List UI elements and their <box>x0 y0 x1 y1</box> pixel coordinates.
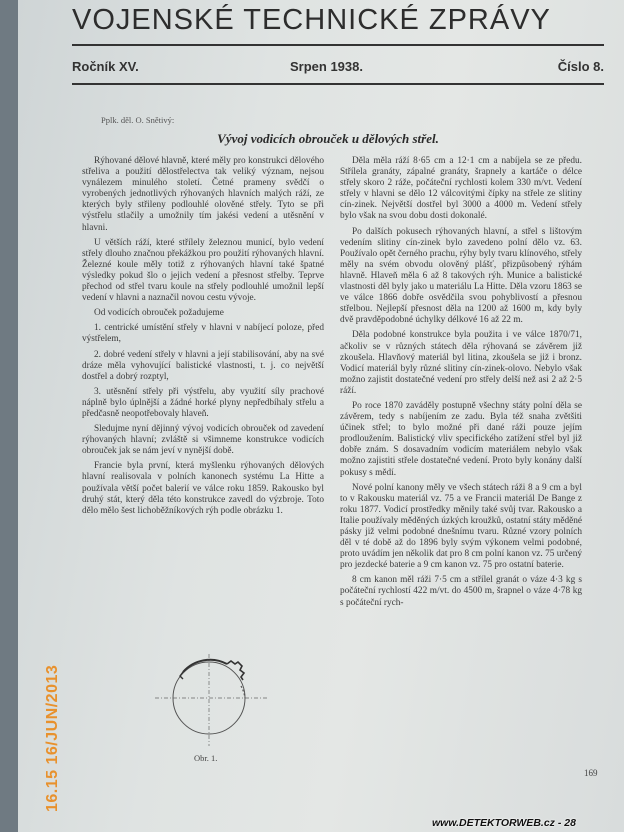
paragraph: Od vodicích obrouček požadujeme <box>94 308 224 319</box>
right-column <box>340 156 582 613</box>
page-number: 169 <box>584 768 598 778</box>
list-item: 2. dobré vedení střely v hlavni a její stabilisování, aby na své dráze měla vyhovující balistické vlastnosti, t. j. co největší dostřel a dobrý rozptyl, <box>82 349 324 382</box>
paragraph: Děla podobné konstrukce byla použita i ve válce 1870/71, ačkoliv se v různých státech děla rýhovaná se závěrem již zkoušela. Hlavňový materiál byl litina, zkoušela se již i bronz. Vodicí materiál byly různé slitiny cín-zinek-olovo. Nebylo však možno zajistit dostatečné vedení pro střely delší než asi 2 až 2·5 ráží. <box>340 330 582 396</box>
journal-page <box>18 0 624 832</box>
paragraph: Francie byla první, která myšlenku rýhovaných dělových hlavní realisovala v polních kanonech systému La Hitte a používala větší počet balerií ve válce roku 1859. Rakousko byl druhý stát, který děla této konstrukce zavedl do výzbroje. Toto dělo mělo šest lichoběžníkových rýh podle obrázku 1. <box>82 461 324 516</box>
issue-date: Srpen 1938. <box>290 59 363 74</box>
volume-label: Ročník XV. <box>72 59 139 74</box>
rifling-cross-section-figure <box>153 652 269 748</box>
paragraph: 8 cm kanon měl ráži 7·5 cm a střílel granát o váze 4·3 kg s počáteční rychlostí 422 m/vt. do 4500 m, šrapnel o váze 4·78 kg s počáteční rych- <box>340 575 582 608</box>
issue-number: Číslo 8. <box>557 59 604 74</box>
article-title: Vývoj vodicích obrouček u dělových střel. <box>217 131 439 146</box>
figure-caption: Obr. 1. <box>194 753 218 763</box>
list-item: 3. utěsnění střely při výstřelu, aby využití síly prachové náplně bylo úplnější a žádné horké plyny nepředbíhaly střelu a předčasně neopotřebovaly hlaveň. <box>82 386 324 419</box>
paragraph: Po dalších pokusech rýhovaných hlavní, a střel s lištovým vedením slitiny cín-zinek bylo zavedeno polní dělo vz. 63. Používalo opět černého prachu, rýhy byly tvaru klínového, střely měly na svém obvodu olověný plášť, přizpůsobený rýhám hlavně. Hlaveň měla 6 až 8 takových rýh. Munice a balistické vlastnosti děl byly jako u materiálu La Hitte. Děla vzoru 1863 se ve válce 1866 dobře osvědčila svou pohyblivostí a přesnou střelbou. Nejlepší přesnost děla na 1200 až 1600 m, kdy byly dvě pravděpodobné úchylky délkové 16 až 22 m. <box>340 226 582 326</box>
paragraph: Sledujme nyní dějinný vývoj vodicích obrouček od zavedení rýhovaných hlavní; zvláště si všimneme konstrukce vodicích obrouček jak se nám jeví v nynější době. <box>82 424 324 457</box>
camera-date-stamp: 16.15 16/JUN/2013 <box>44 664 61 812</box>
paragraph: Děla měla ráží 8·65 cm a 12·1 cm a nabíjela se ze předu. Střílela granáty, zápalné granáty, šrapnely a kartáče o délce střely skoro 2 ráže, počáteční rychlosti kolem 330 m/vt. Vedení střely v hlavni se dělo 12 válcovitými čípky na střele ze slitiny cín-zinek. Největší dostřel byl 3000 a 4000 m. Vedení střely bylo však na svou dobu dosti dokonalé. <box>340 156 582 222</box>
article-author: Pplk. děl. O. Snětivý: <box>101 115 175 125</box>
masthead-rule-top <box>72 44 604 46</box>
paragraph: Po roce 1870 zaváděly postupně všechny státy polní děla se závěrem, tedy s nabíjením ze zadu. Byla též snaha zvětšiti účinek střel; to bylo možné při dané ráži pouze jejím prodloužením. Balistický vliv specifického zatížení střel byl již dobře znám. S dosavadním vodicím materiálem nebylo však možno zajistiti střele dostatečné vedení. Proto byly konány další pokusy s mědí. <box>340 400 582 478</box>
list-item: 1. centrické umístění střely v hlavni v nabíjecí poloze, před výstřelem, <box>82 323 324 345</box>
site-watermark: www.DETEKTORWEB.cz - 28 <box>432 817 576 829</box>
journal-title: VOJENSKÉ TECHNICKÉ ZPRÁVY <box>72 4 551 36</box>
left-column <box>82 156 324 521</box>
issue-line <box>72 59 604 79</box>
paragraph: Rýhované dělové hlavně, které měly pro konstrukci dělového střeliva a použití dělostřelectva tak veliký význam, nejsou vynálezem minulého století. Četné prameny svědčí o vyrobených jednotlivých rýhovaných hlavních malých ráží, ze kterých byly střileny podlouhlé olověné střely. Tyto se při výstřelu stlačily a umožnily tím jakési vedení a utěsnění v hlavni. <box>82 156 324 233</box>
paragraph: U větších ráží, které střílely železnou municí, bylo vedení střely dlouho značnou překážkou pro použití rýhovaných hlavní. Železné koule měly totiž z rýhovaných hlavní také špatné výsledky pokud šlo o jejich vedení a přesnost střelby. Teprve přechod od střel tvaru koule na střely podlouhlé umožnil lepší vedení v hlavni a naznačil novou cestu vývoje. <box>82 237 324 304</box>
masthead-rule-bottom <box>72 83 604 85</box>
paragraph: Nové polní kanony měly ve všech státech ráži 8 a 9 cm a byl to v Rakousku materiál vz. 75 a ve Francii materiál De Bange z roku 1877. Vodicí prostředky měnily také svůj tvar. Rakousko a Italie používaly měděných úzkých kroužků, ostatní státy měděné pásky již velmi podobné dnešnímu tvaru. Různé vzory polních děl v té době až do 1896 byly svým výkonem velmi podobné, proto uvádím jen několik dat pro 8 cm polní kanon vz. 75 určený pro jezdecké baterie a 9 cm kanon vz. 75 pro ostatní baterie. <box>340 482 582 571</box>
